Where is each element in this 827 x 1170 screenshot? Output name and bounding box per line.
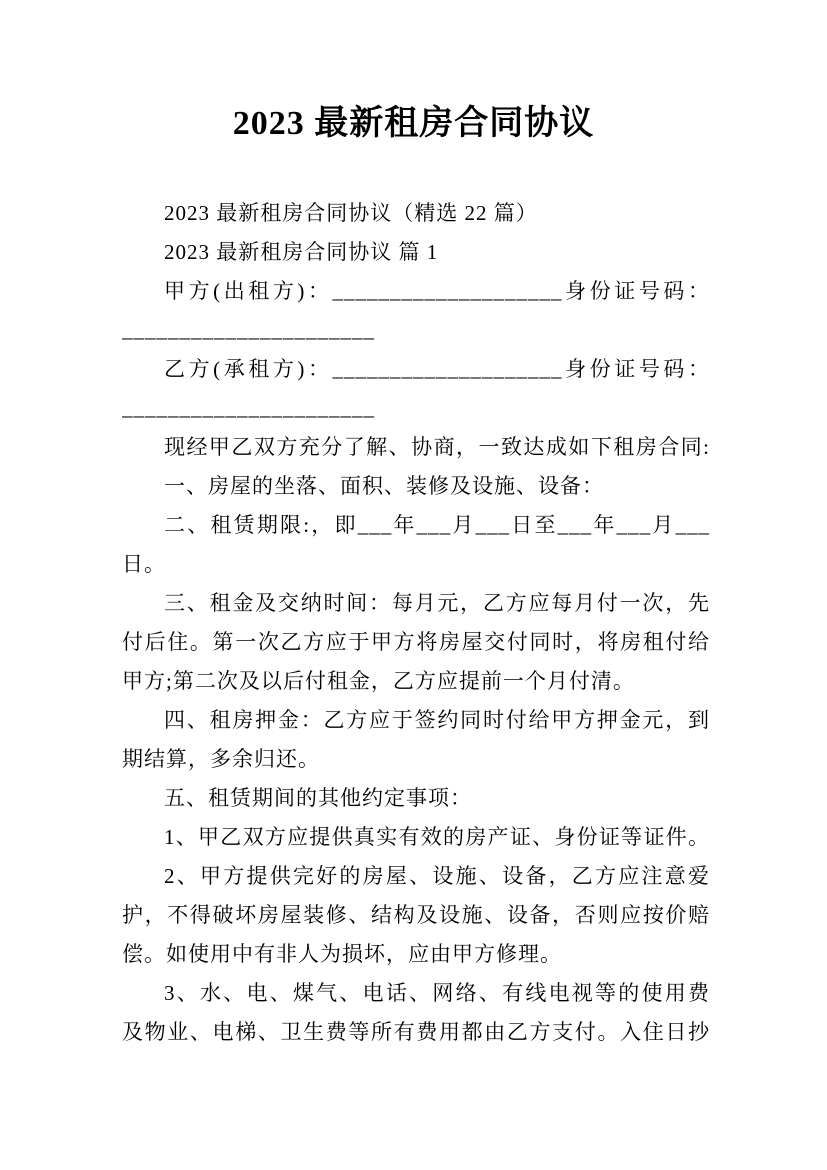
blank-underscore-line: ______________________ [122,396,375,420]
document-line: 3、水、电、煤气、电话、网络、有线电视等的使用费 [164,981,710,1005]
document-line: 及物业、电梯、卫生费等所有费用都由乙方支付。入住日抄 [122,1020,710,1044]
document-line: 2023 最新租房合同协议（精选 22 篇） [164,201,538,225]
document-line: 一、房屋的坐落、面积、装修及设施、设备： [164,474,604,498]
document-line: 四、租房押金：乙方应于签约同时付给甲方押金元，到 [164,708,710,732]
document-body [122,194,710,1052]
document-line: 二、租赁期限:，即___年___月___日至___年___月___ [164,513,710,537]
document-line: 乙方(承租方)：____________________身份证号码： [164,357,710,381]
document-line: 五、租赁期间的其他约定事项： [164,786,472,810]
document-line: 三、租金及交纳时间：每月元，乙方应每月付一次，先 [164,591,710,615]
document-line: 甲方(出租方)：____________________身份证号码： [164,279,710,303]
document-line: 期结算，多余归还。 [122,747,320,771]
document-line: 2023 最新租房合同协议 篇 1 [164,240,439,264]
document-line: 日。 [122,552,166,576]
document-line: 1、甲乙双方应提供真实有效的房产证、身份证等证件。 [164,825,710,849]
document-line: 护，不得破坏房屋装修、结构及设施、设备，否则应按价赔 [122,903,710,927]
document-line: 付后住。第一次乙方应于甲方将房屋交付同时，将房租付给 [122,630,710,654]
document-line: 现经甲乙双方充分了解、协商，一致达成如下租房合同: [164,435,710,459]
blank-underscore-line: ______________________ [122,318,375,342]
document-line: 2、甲方提供完好的房屋、设施、设备，乙方应注意爱 [164,864,710,888]
document-title: 2023 最新租房合同协议 [232,105,595,142]
document-line: 偿。如使用中有非人为损坏，应由甲方修理。 [122,942,562,966]
document-line: 甲方;第二次及以后付租金，乙方应提前一个月付清。 [122,669,635,693]
